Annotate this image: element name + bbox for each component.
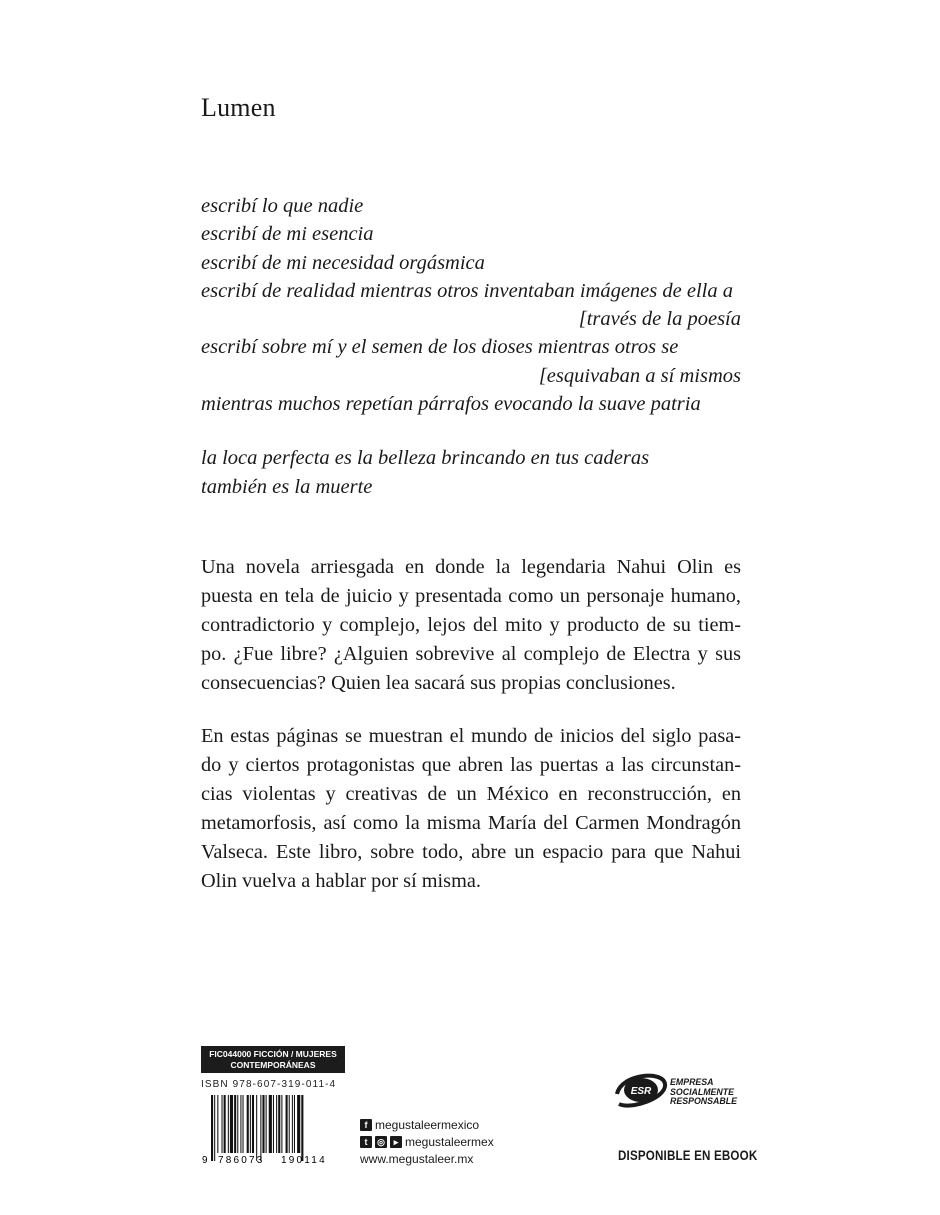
- esr-logo-text: ESR: [630, 1086, 652, 1097]
- blurb-line: po. ¿Fue libre? ¿Alguien sobrevive al complejo de Electra y sus: [201, 643, 741, 665]
- barcode-bar: [262, 1095, 264, 1153]
- barcode-bar: [289, 1095, 290, 1153]
- barcode-bar: [214, 1095, 215, 1161]
- esr-line: RESPONSABLE: [670, 1096, 737, 1107]
- isbn-number: ISBN 978-607-319-011-4: [201, 1079, 337, 1090]
- blurb-paragraph-1: [201, 553, 741, 698]
- barcode-bar: [237, 1095, 238, 1153]
- blurb-line: metamorfosis, así como la misma María del Carmen Mondragón: [201, 812, 741, 834]
- barcode-bar: [276, 1095, 277, 1153]
- barcode-bar: [294, 1095, 295, 1153]
- barcode-bar: [243, 1095, 244, 1153]
- barcode-bar: [247, 1095, 249, 1153]
- barcode-bar: [278, 1095, 280, 1153]
- poem-line: escribí de mi esencia: [201, 223, 374, 246]
- barcode-bar: [252, 1095, 254, 1153]
- poem-line: [través de la poesía: [578, 308, 741, 331]
- facebook-handle: megustaleermexico: [375, 1117, 480, 1132]
- social-links: [360, 1116, 494, 1167]
- category-line: FIC044000 FICCIÓN / MUJERES: [209, 1049, 337, 1059]
- barcode-bar: [281, 1095, 282, 1153]
- website-link[interactable]: [360, 1150, 494, 1167]
- facebook-link[interactable]: [360, 1116, 494, 1133]
- poem-line: la loca perfecta es la belleza brincando en tus caderas: [201, 447, 650, 470]
- website-url: www.megustaleer.mx: [360, 1151, 474, 1166]
- barcode-bar: [260, 1095, 261, 1161]
- social-handle: megustaleermex: [405, 1134, 494, 1149]
- poem-line: escribí de mi necesidad orgásmica: [201, 251, 485, 274]
- ebook-availability: DISPONIBLE EN EBOOK: [618, 1148, 758, 1163]
- category-label: [201, 1046, 345, 1073]
- barcode-bar: [301, 1095, 303, 1161]
- blurb-line: consecuencias? Quien lea sacará sus propias conclusiones.: [201, 672, 676, 694]
- barcode-bar: [217, 1095, 218, 1153]
- poem-line: mientras muchos repetían párrafos evocando la suave patria: [201, 393, 701, 416]
- barcode-bar: [286, 1095, 288, 1153]
- twitter-icon: t: [360, 1136, 372, 1148]
- blurb-line: cias violentas y creativas de un México en reconstrucción, en: [201, 783, 741, 805]
- esr-line: EMPRESA: [670, 1077, 714, 1087]
- poem-line: escribí sobre mí y el semen de los dioses mientras otros se: [201, 336, 679, 359]
- publisher-logo: Lumen: [201, 93, 276, 122]
- blurb-line: puesta en tela de juicio y presentada como un personaje humano,: [201, 585, 741, 607]
- category-line: CONTEMPORÁNEAS: [230, 1059, 316, 1070]
- barcode-bar: [224, 1095, 226, 1153]
- barcode-digit-first: 9: [202, 1155, 208, 1165]
- barcode-bar: [292, 1095, 293, 1153]
- poem: [201, 192, 741, 501]
- barcode-bar: [250, 1095, 251, 1153]
- esr-line: SOCIALMENTE: [670, 1086, 735, 1097]
- youtube-icon: ▸: [390, 1136, 402, 1148]
- barcode-bar: [256, 1095, 257, 1161]
- blurb-line: contradictorio y complejo, lejos del mito y producto de su tiem-: [201, 614, 741, 636]
- barcode-digits-right: 190114: [281, 1155, 327, 1165]
- poem-line: escribí lo que nadie: [201, 195, 364, 217]
- barcode-bar: [230, 1095, 233, 1153]
- blurb-line: Valseca. Este libro, sobre todo, abre un espacio para que Nahui: [201, 841, 741, 863]
- barcode-bar: [269, 1095, 272, 1153]
- barcode-bar: [297, 1095, 300, 1153]
- blurb-paragraph-2: [201, 722, 741, 896]
- blurb-line: Olin vuelva a hablar por sí misma.: [201, 870, 481, 892]
- blurb-line: do y ciertos protagonistas que abren las puertas a las circunstan-: [201, 754, 741, 776]
- poem-line: también es la muerte: [201, 475, 373, 498]
- barcode-bar: [234, 1095, 236, 1153]
- esr-label: [670, 1078, 737, 1107]
- blurb-line: Una novela arriesgada en donde la legendaria Nahui Olin es: [201, 556, 741, 578]
- blurb-line: En estas páginas se muestran el mundo de inicios del siglo pasa-: [201, 725, 741, 747]
- barcode-bar: [266, 1095, 267, 1153]
- poem-line: escribí de realidad mientras otros inventaban imágenes de ella a: [201, 279, 733, 302]
- barcode-bar: [222, 1095, 223, 1153]
- facebook-icon: f: [360, 1119, 372, 1131]
- poem-line: [esquivaban a sí mismos: [538, 364, 741, 387]
- barcode-bar: [273, 1095, 274, 1153]
- barcode: [201, 1095, 347, 1165]
- barcode-bar: [228, 1095, 229, 1153]
- barcode-digits-left: 786073: [218, 1155, 265, 1165]
- barcode-bar: [240, 1095, 241, 1153]
- social-handles-link[interactable]: [360, 1133, 494, 1150]
- instagram-icon: ◎: [375, 1136, 387, 1148]
- barcode-bar: [211, 1095, 213, 1161]
